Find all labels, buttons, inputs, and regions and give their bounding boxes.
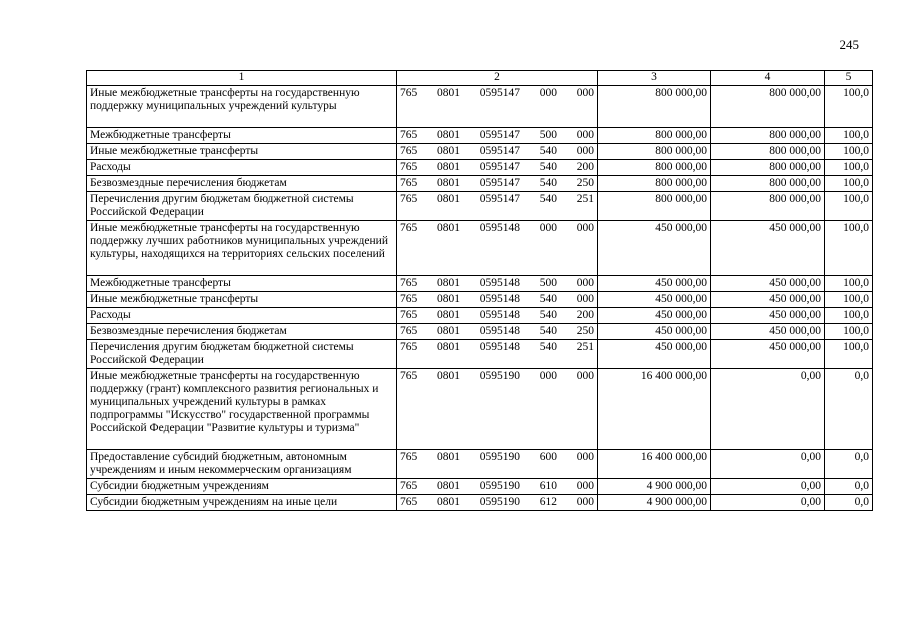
planned-amount: 4 900 000,00 <box>598 495 711 511</box>
code-part: 0595190 <box>479 496 520 508</box>
execution-percent: 100,0 <box>825 192 873 221</box>
code-part: 0801 <box>437 451 460 463</box>
code-part: 540 <box>539 341 557 353</box>
code-part: 0595147 <box>479 193 520 205</box>
row-codes <box>397 308 598 324</box>
execution-percent: 100,0 <box>825 86 873 128</box>
executed-amount: 0,00 <box>711 369 825 450</box>
execution-percent: 100,0 <box>825 144 873 160</box>
row-codes <box>397 221 598 276</box>
execution-percent: 100,0 <box>825 308 873 324</box>
executed-amount: 450 000,00 <box>711 292 825 308</box>
code-part: 0595148 <box>479 222 520 234</box>
code-group <box>400 293 594 306</box>
executed-amount: 0,00 <box>711 450 825 479</box>
code-part: 765 <box>400 341 418 353</box>
execution-percent: 0,0 <box>825 495 873 511</box>
executed-amount: 450 000,00 <box>711 308 825 324</box>
execution-percent: 100,0 <box>825 176 873 192</box>
table-row <box>87 369 873 450</box>
executed-amount: 450 000,00 <box>711 340 825 369</box>
code-part: 0801 <box>437 161 460 173</box>
executed-amount: 800 000,00 <box>711 144 825 160</box>
code-part: 000 <box>539 370 557 382</box>
planned-amount: 450 000,00 <box>598 324 711 340</box>
row-description: Иные межбюджетные трансферты <box>87 144 397 160</box>
row-description: Предоставление субсидий бюджетным, автономным учреждениям и иным некоммерческим организациям <box>87 450 397 479</box>
code-part: 200 <box>576 161 594 173</box>
code-group <box>400 480 594 493</box>
executed-amount: 800 000,00 <box>711 192 825 221</box>
row-description: Безвозмездные перечисления бюджетам <box>87 324 397 340</box>
row-codes <box>397 144 598 160</box>
code-part: 0801 <box>437 370 460 382</box>
budget-table <box>86 70 873 511</box>
code-part: 540 <box>539 293 557 305</box>
executed-amount: 800 000,00 <box>711 160 825 176</box>
execution-percent: 0,0 <box>825 369 873 450</box>
row-codes <box>397 450 598 479</box>
code-part: 000 <box>576 87 594 99</box>
row-description: Субсидии бюджетным учреждениям на иные цели <box>87 495 397 511</box>
table-row <box>87 292 873 308</box>
planned-amount: 450 000,00 <box>598 340 711 369</box>
code-part: 0595190 <box>479 480 520 492</box>
code-part: 0595147 <box>479 161 520 173</box>
code-group <box>400 222 594 235</box>
table-row <box>87 340 873 369</box>
row-description: Иные межбюджетные трансферты на государственную поддержку лучших работников муниципальных учреждений культуры, находящихся на территориях сельских поселений <box>87 221 397 276</box>
code-part: 765 <box>400 309 418 321</box>
code-part: 765 <box>400 177 418 189</box>
table-row <box>87 495 873 511</box>
row-codes <box>397 176 598 192</box>
code-part: 765 <box>400 325 418 337</box>
code-part: 0595148 <box>479 277 520 289</box>
row-description: Межбюджетные трансферты <box>87 128 397 144</box>
code-part: 540 <box>539 309 557 321</box>
code-part: 0801 <box>437 87 460 99</box>
executed-amount: 450 000,00 <box>711 221 825 276</box>
code-part: 0595147 <box>479 129 520 141</box>
code-part: 540 <box>539 193 557 205</box>
code-part: 000 <box>576 480 594 492</box>
page-number: 245 <box>839 37 859 52</box>
row-codes <box>397 128 598 144</box>
code-part: 610 <box>539 480 557 492</box>
row-codes <box>397 369 598 450</box>
code-group <box>400 145 594 158</box>
code-part: 500 <box>539 277 557 289</box>
header-col-5: 5 <box>825 71 873 86</box>
planned-amount: 450 000,00 <box>598 276 711 292</box>
code-group <box>400 496 594 509</box>
code-part: 0801 <box>437 325 460 337</box>
execution-percent: 0,0 <box>825 450 873 479</box>
code-group <box>400 129 594 142</box>
code-part: 000 <box>576 293 594 305</box>
code-part: 0595148 <box>479 293 520 305</box>
planned-amount: 800 000,00 <box>598 144 711 160</box>
planned-amount: 4 900 000,00 <box>598 479 711 495</box>
code-part: 540 <box>539 325 557 337</box>
code-part: 765 <box>400 277 418 289</box>
row-description: Иные межбюджетные трансферты на государственную поддержку муниципальных учреждений культуры <box>87 86 397 128</box>
executed-amount: 800 000,00 <box>711 128 825 144</box>
planned-amount: 16 400 000,00 <box>598 450 711 479</box>
code-part: 0801 <box>437 293 460 305</box>
code-group <box>400 161 594 174</box>
table-row <box>87 176 873 192</box>
planned-amount: 450 000,00 <box>598 308 711 324</box>
row-description: Иные межбюджетные трансферты на государственную поддержку (грант) комплексного развития региональных и муниципальных учреждений культуры в рамках подпрограммы "Искусство" государственной программы Российской Федерации "Развитие культуры и туризма" <box>87 369 397 450</box>
executed-amount: 450 000,00 <box>711 324 825 340</box>
row-description: Перечисления другим бюджетам бюджетной системы Российской Федерации <box>87 340 397 369</box>
row-codes <box>397 160 598 176</box>
code-part: 0595148 <box>479 325 520 337</box>
code-part: 540 <box>539 161 557 173</box>
code-part: 540 <box>539 177 557 189</box>
row-description: Расходы <box>87 160 397 176</box>
code-part: 0595147 <box>479 145 520 157</box>
code-part: 0595147 <box>479 87 520 99</box>
code-part: 000 <box>576 129 594 141</box>
code-part: 000 <box>576 222 594 234</box>
executed-amount: 0,00 <box>711 495 825 511</box>
code-part: 0595148 <box>479 309 520 321</box>
code-part: 000 <box>576 370 594 382</box>
execution-percent: 100,0 <box>825 221 873 276</box>
executed-amount: 800 000,00 <box>711 86 825 128</box>
code-part: 765 <box>400 496 418 508</box>
execution-percent: 100,0 <box>825 292 873 308</box>
execution-percent: 100,0 <box>825 324 873 340</box>
table-row <box>87 192 873 221</box>
code-part: 000 <box>576 451 594 463</box>
code-part: 765 <box>400 480 418 492</box>
code-part: 0801 <box>437 177 460 189</box>
code-part: 0801 <box>437 129 460 141</box>
code-part: 0801 <box>437 341 460 353</box>
code-part: 0801 <box>437 309 460 321</box>
code-part: 0595147 <box>479 177 520 189</box>
executed-amount: 450 000,00 <box>711 276 825 292</box>
planned-amount: 800 000,00 <box>598 86 711 128</box>
code-part: 765 <box>400 161 418 173</box>
table-row <box>87 479 873 495</box>
row-description: Межбюджетные трансферты <box>87 276 397 292</box>
code-part: 540 <box>539 145 557 157</box>
row-description: Субсидии бюджетным учреждениям <box>87 479 397 495</box>
code-part: 765 <box>400 87 418 99</box>
row-description: Расходы <box>87 308 397 324</box>
code-part: 0801 <box>437 496 460 508</box>
table-row <box>87 86 873 128</box>
code-part: 0595148 <box>479 341 520 353</box>
code-part: 000 <box>576 496 594 508</box>
code-part: 250 <box>576 177 594 189</box>
row-description: Безвозмездные перечисления бюджетам <box>87 176 397 192</box>
code-part: 765 <box>400 145 418 157</box>
execution-percent: 100,0 <box>825 128 873 144</box>
code-part: 0595190 <box>479 451 520 463</box>
row-codes <box>397 276 598 292</box>
header-row <box>87 71 873 86</box>
row-codes <box>397 192 598 221</box>
header-col-1: 1 <box>87 71 397 86</box>
code-part: 0801 <box>437 222 460 234</box>
code-part: 251 <box>576 193 594 205</box>
row-description: Иные межбюджетные трансферты <box>87 292 397 308</box>
code-part: 0801 <box>437 480 460 492</box>
row-codes <box>397 86 598 128</box>
row-codes <box>397 479 598 495</box>
code-part: 0801 <box>437 277 460 289</box>
table-row <box>87 308 873 324</box>
code-part: 200 <box>576 309 594 321</box>
code-part: 500 <box>539 129 557 141</box>
code-group <box>400 341 594 354</box>
table-row <box>87 450 873 479</box>
code-part: 0801 <box>437 193 460 205</box>
code-part: 600 <box>539 451 557 463</box>
planned-amount: 800 000,00 <box>598 192 711 221</box>
code-part: 765 <box>400 129 418 141</box>
table-row <box>87 160 873 176</box>
table-row <box>87 144 873 160</box>
code-part: 250 <box>576 325 594 337</box>
code-part: 0595190 <box>479 370 520 382</box>
code-group <box>400 451 594 464</box>
header-col-4: 4 <box>711 71 825 86</box>
row-codes <box>397 340 598 369</box>
header-col-2: 2 <box>397 71 598 86</box>
planned-amount: 800 000,00 <box>598 128 711 144</box>
code-group <box>400 325 594 338</box>
table-row <box>87 324 873 340</box>
execution-percent: 100,0 <box>825 276 873 292</box>
code-part: 612 <box>539 496 557 508</box>
code-part: 000 <box>539 222 557 234</box>
planned-amount: 800 000,00 <box>598 176 711 192</box>
planned-amount: 450 000,00 <box>598 292 711 308</box>
row-codes <box>397 292 598 308</box>
code-part: 0801 <box>437 145 460 157</box>
header-col-3: 3 <box>598 71 711 86</box>
planned-amount: 450 000,00 <box>598 221 711 276</box>
execution-percent: 100,0 <box>825 340 873 369</box>
table-body <box>87 86 873 511</box>
code-group <box>400 193 594 206</box>
table-row <box>87 221 873 276</box>
executed-amount: 0,00 <box>711 479 825 495</box>
execution-percent: 100,0 <box>825 160 873 176</box>
planned-amount: 16 400 000,00 <box>598 369 711 450</box>
execution-percent: 0,0 <box>825 479 873 495</box>
code-group <box>400 277 594 290</box>
code-part: 000 <box>576 277 594 289</box>
code-group <box>400 87 594 100</box>
code-part: 765 <box>400 451 418 463</box>
code-part: 000 <box>539 87 557 99</box>
code-group <box>400 177 594 190</box>
code-part: 000 <box>576 145 594 157</box>
table-row <box>87 276 873 292</box>
code-part: 765 <box>400 193 418 205</box>
table-row <box>87 128 873 144</box>
executed-amount: 800 000,00 <box>711 176 825 192</box>
code-part: 765 <box>400 222 418 234</box>
code-group <box>400 309 594 322</box>
row-description: Перечисления другим бюджетам бюджетной системы Российской Федерации <box>87 192 397 221</box>
code-part: 251 <box>576 341 594 353</box>
row-codes <box>397 324 598 340</box>
code-part: 765 <box>400 293 418 305</box>
code-part: 765 <box>400 370 418 382</box>
code-group <box>400 370 594 383</box>
planned-amount: 800 000,00 <box>598 160 711 176</box>
row-codes <box>397 495 598 511</box>
